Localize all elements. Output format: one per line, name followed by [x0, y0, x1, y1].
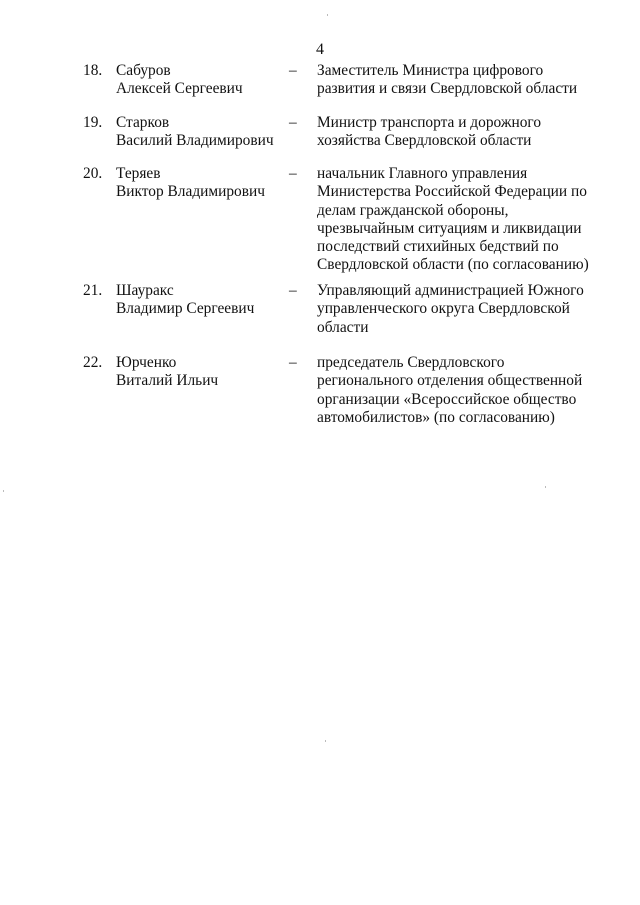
role-line: области: [317, 318, 369, 336]
role-line: регионального отделения общественной: [317, 372, 583, 390]
member-role: [317, 165, 592, 275]
member-given-names: Алексей Сергеевич: [116, 80, 243, 98]
dash-separator: –: [289, 114, 297, 131]
dash-separator: –: [289, 165, 297, 182]
member-given-names: Владимир Сергеевич: [116, 300, 255, 318]
entry-number: 22.: [83, 354, 103, 371]
member-name: [116, 114, 286, 151]
member-given-names: Виталий Ильич: [116, 372, 219, 390]
member-role: [317, 114, 592, 151]
scan-speck: [325, 740, 326, 742]
scan-speck: [327, 14, 328, 16]
role-line: Заместитель Министра цифрового: [317, 62, 544, 79]
member-surname: Старков: [116, 114, 170, 131]
dash-separator: –: [289, 282, 297, 299]
member-name: [116, 354, 286, 391]
role-line: автомобилистов» (по согласованию): [317, 408, 555, 426]
role-line: председатель Свердловского: [317, 354, 505, 371]
member-list: [0, 62, 640, 434]
member-surname: Теряев: [116, 165, 161, 182]
member-surname: Шауракс: [116, 282, 174, 299]
dash-separator: –: [289, 62, 297, 79]
dash-separator: –: [289, 354, 297, 371]
role-line: начальник Главного управления: [317, 165, 528, 182]
role-line: хозяйства Свердловской области: [317, 132, 532, 150]
role-line: управленческого округа Свердловской: [317, 300, 570, 318]
member-entry-20: [0, 165, 640, 282]
role-line: Свердловской области (по согласованию): [317, 256, 589, 274]
entry-number: 21.: [83, 282, 103, 299]
member-entry-22: [0, 354, 640, 434]
member-name: [116, 282, 286, 319]
scan-speck: [3, 490, 4, 492]
role-line: последствий стихийных бедствий по: [317, 238, 559, 256]
member-surname: Юрченко: [116, 354, 177, 371]
role-line: делам гражданской обороны,: [317, 201, 509, 219]
entry-number: 19.: [83, 114, 103, 131]
role-line: Министерства Российской Федерации по: [317, 183, 587, 201]
role-line: Министр транспорта и дорожного: [317, 114, 542, 131]
member-name: [116, 62, 286, 99]
member-name: [116, 165, 286, 202]
scan-speck: [545, 486, 546, 488]
member-role: [317, 282, 592, 337]
role-line: Управляющий администрацией Южного: [317, 282, 584, 299]
member-surname: Сабуров: [116, 62, 171, 79]
member-entry-21: [0, 282, 640, 354]
role-line: организации «Всероссийское общество: [317, 390, 577, 408]
member-given-names: Виктор Владимирович: [116, 183, 265, 201]
member-entry-19: [0, 114, 640, 165]
member-given-names: Василий Владимирович: [116, 132, 274, 150]
member-role: [317, 62, 592, 99]
entry-number: 20.: [83, 165, 103, 182]
role-line: чрезвычайным ситуациям и ликвидации: [317, 219, 582, 237]
member-entry-18: [0, 62, 640, 114]
member-role: [317, 354, 592, 427]
page-number: 4: [316, 41, 324, 58]
entry-number: 18.: [83, 62, 103, 79]
role-line: развития и связи Свердловской области: [317, 80, 578, 98]
